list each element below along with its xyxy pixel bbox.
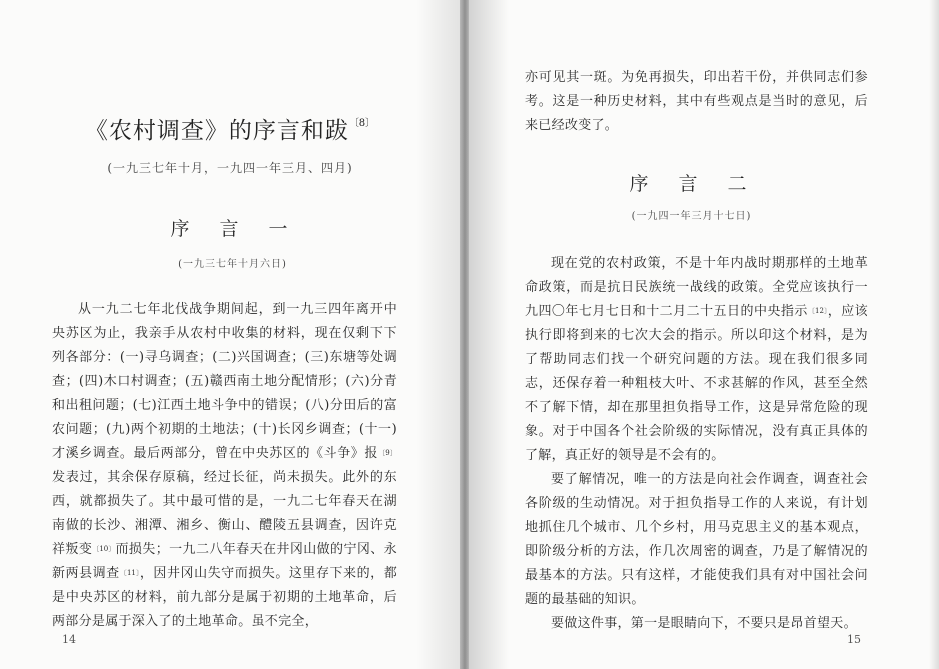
- preface-one-date: (一九三七年十月六日): [178, 259, 287, 270]
- right-gutter-shadow: [469, 0, 509, 669]
- preface-one-continuation: [525, 66, 868, 138]
- preface-two-paragraph-3: 要做这件事，第一是眼睛向下，不要只是昂首望天。: [551, 616, 857, 631]
- footnote-ref-11: 〔11〕: [119, 569, 140, 577]
- preface-two-paragraph-2: 要了解情况，唯一的方法是向社会作调查，调查社会各阶级的生动情况。对于担负指导工作的人来说，有计划地抓住几个城市、几个乡村，用马克思主义的基本观点，即阶级分析的方法，作几次周密的调查，乃是了解情况的最基本的方法。只有这样，才能使我们具有对中国社会问题的最基础的知识。: [525, 472, 868, 607]
- footnote-ref-10: 〔10〕: [92, 545, 116, 553]
- continuation-paragraph: 亦可见其一斑。为免再损失，印出若干份，并供同志们参考。这是一种历史材料，其中有些观点是当时的意见，后来已经改变了。: [525, 70, 868, 133]
- chapter-title: [60, 112, 400, 145]
- chapter-title-text: 《农村调查》的序言和跋: [84, 118, 349, 144]
- footnote-ref-9: 〔9〕: [377, 449, 397, 457]
- preface-one-heading: 序 言 一: [170, 218, 300, 240]
- chapter-dates: (一九三七年十月，一九四一年三月、四月): [107, 161, 353, 175]
- right-page: [469, 0, 939, 669]
- preface-two-date: (一九四一年三月十七日): [631, 211, 752, 222]
- page-number-left: 14: [62, 633, 76, 646]
- left-gutter-shadow: [416, 0, 462, 669]
- left-page: [0, 0, 462, 669]
- footnote-ref-12: 〔12〕: [807, 307, 828, 315]
- preface-two-paragraph-1: 现在党的农村政策，不是十年内战时期那样的土地革命政策，而是抗日民族统一战线的政策。全党应该执行一九四〇年七月七日和十二月二十五日的中央指示$^{〔12〕}$，应该执行即将到来的七次大会的指示。所以印这个材料，是为了帮助同志们找一个研究问题的方法。现在我们很多同志，还保存着一种粗枝大叶、不求甚解的作风，甚至全然不了解下情，却在那里担负指导工作，这是异常危险的现象。对于中国各个社会阶级的实际情况，没有真正具体的了解，真正好的领导是不会有的。: [525, 256, 868, 463]
- chapter-title-ref: 〔8〕: [348, 118, 376, 129]
- right-page-edge: [929, 0, 939, 669]
- preface-two-body: [525, 252, 868, 636]
- preface-two-heading: 序 言 二: [629, 173, 759, 195]
- preface-one-body: [52, 298, 397, 634]
- preface-one-paragraph: 从一九二七年北伐战争期间起，到一九三四年离开中央苏区为止，我亲手从农村中收集的材料，现在仅剩下下列各部分：(一)寻乌调查；(二)兴国调查；(三)东塘等处调查；(四)木口村调查；(五)赣西南土地分配情形；(六)分青和出租问题；(七)江西土地斗争中的错误；(八)分田后的富农问题；(九)两个初期的土地法；(十)长冈乡调查；(十一)才溪乡调查。最后两部分，曾在中央苏区的《斗争》报$^{〔9〕}$发表过，其余保存原稿，经过长征，尚未损失。此外的东西，就都损失了。其中最可惜的是，一九二七年春天在湖南做的长沙、湘潭、湘乡、衡山、醴陵五县调查，因许克祥叛变$^{〔10〕}$而损失；一九二八年春天在井冈山做的宁冈、永新两县调查$^{〔11〕}$，因井冈山失守而损失。这里存下来的，都是中央苏区的材料，前九部分是属于初期的土地革命，后两部分是属于深入了的土地革命。虽不完全，: [52, 302, 397, 629]
- page-number-right: 15: [847, 633, 861, 646]
